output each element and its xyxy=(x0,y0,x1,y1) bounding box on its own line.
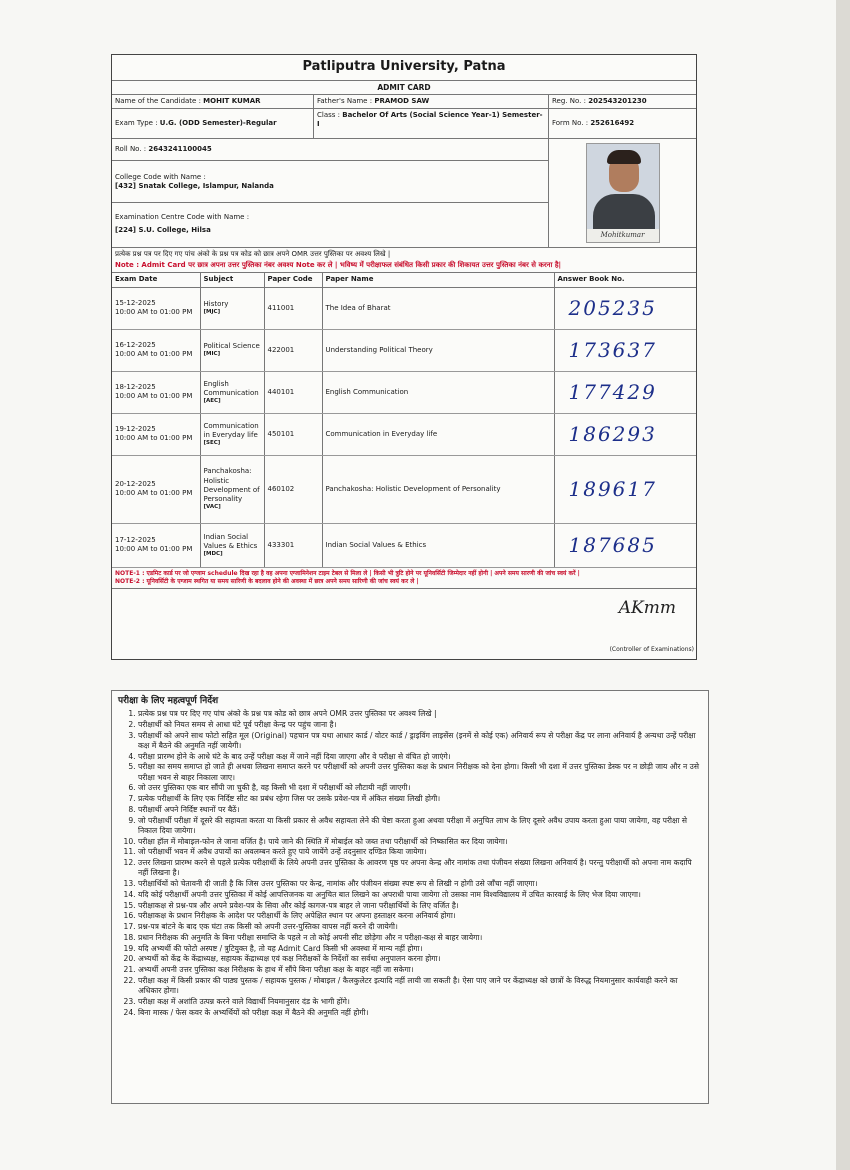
instruction-item: 7. प्रत्येक परीक्षार्थी के लिए एक निर्दिष्ट सीट का प्रबंध रहेगा जिस पर उसके प्रवेश-पत्र में अंकित संख्या लिखी होगी। xyxy=(138,794,703,804)
instruction-item: 16. परीक्षाकक्ष के प्रधान निरीक्षक के आदेश पर परीक्षार्थी के लिए अपेक्षित स्थान पर अपना हस्ताक्षर करना अनिवार्य होगा। xyxy=(138,911,703,921)
subject-cell xyxy=(200,287,264,329)
exam-instructions xyxy=(111,690,709,1104)
roll-no-label: Roll No. : xyxy=(115,144,147,153)
candidate-signature: Mohitkumar xyxy=(587,229,659,242)
centre-label: Examination Centre Code with Name : xyxy=(115,213,250,221)
subject: English Communication xyxy=(203,379,259,397)
paper-code: 460102 xyxy=(264,455,322,523)
exam-date-cell xyxy=(112,329,200,371)
candidate-name-label: Name of the Candidate : xyxy=(115,97,201,105)
answer-book-no: 205235 xyxy=(554,287,696,329)
roll-no: 2643241100045 xyxy=(148,144,212,153)
paper-code: 422001 xyxy=(264,329,322,371)
controller-sign-area xyxy=(112,589,696,659)
subject-tag: [MIC] xyxy=(203,351,221,358)
reg-no: 202543201230 xyxy=(588,97,647,105)
instruction-item: 11. जो परीक्षार्थी भवन में अवैध उपायों का अवलम्बन करते हुए पाये जायेंगे उन्हें तदनुसार दण्डित किया जायेगा। xyxy=(138,847,703,857)
exam-type-label: Exam Type : xyxy=(115,118,158,127)
paper-code: 411001 xyxy=(264,287,322,329)
exam-date: 15-12-2025 xyxy=(115,299,156,308)
subject-tag: [SEC] xyxy=(203,439,221,446)
table-row xyxy=(112,329,696,371)
page-edge xyxy=(836,0,850,1170)
subject-tag: [AEC] xyxy=(203,397,221,404)
omr-instruction-text: प्रत्येक प्रश्न पत्र पर दिए गए पांच अंको के प्रश्न पत्र कोड को छात्र अपने OMR उत्तर पुस्तिका पर अवश्य लिखे | xyxy=(115,250,391,258)
instruction-item: 2. परीक्षार्थी को नियत समय से आधा घंटे पूर्व परीक्षा केन्द्र पर पहुंच जाना है। xyxy=(138,720,703,730)
centre-cell xyxy=(112,203,548,245)
photo-hair xyxy=(607,150,641,164)
centre-value: [224] S.U. College, Hilsa xyxy=(115,226,211,235)
controller-label: (Controller of Examinations) xyxy=(609,645,694,653)
paper-code: 433301 xyxy=(264,523,322,567)
header-paper-name: Paper Name xyxy=(322,273,554,287)
exam-time: 10:00 AM to 01:00 PM xyxy=(115,489,193,498)
exam-date: 18-12-2025 xyxy=(115,383,156,392)
instruction-item: 21. अभ्यर्थी अपनी उत्तर पुस्तिका कक्ष निरीक्षक के हाथ में सौंपे बिना परीक्षा कक्ष के बाहर नहीं जा सकेगा। xyxy=(138,965,703,975)
exam-time: 10:00 AM to 01:00 PM xyxy=(115,308,193,317)
note-1: NOTE-1 : एडमिट कार्ड पर जो एग्जाम schedule दिख रहा है वह अपना एग्जामिनेशन टाइम टेबल से मिला ले | किसी भी त्रुटि होने पर यूनिवर्सिटी जिम्मेदार नहीं होगी | अपने समय सारणी की जांच स्वयं करें | xyxy=(115,569,580,577)
instructions-heading: परीक्षा के लिए महत्वपूर्ण निर्देश xyxy=(118,696,219,706)
exam-schedule-table xyxy=(112,273,696,568)
candidate-name-cell xyxy=(112,95,314,108)
header-exam-date: Exam Date xyxy=(112,273,200,287)
paper-name: Panchakosha: Holistic Development of Personality xyxy=(322,455,554,523)
schedule-header-row xyxy=(112,273,696,287)
candidate-info-left xyxy=(112,139,549,247)
exam-time: 10:00 AM to 01:00 PM xyxy=(115,392,193,401)
paper-name: Understanding Political Theory xyxy=(322,329,554,371)
header-answer-book: Answer Book No. xyxy=(554,273,696,287)
candidate-info-area xyxy=(112,139,696,248)
name-row xyxy=(112,95,696,109)
answer-book-no: 186293 xyxy=(554,413,696,455)
reg-no-label: Reg. No. : xyxy=(552,97,586,105)
exam-date-cell xyxy=(112,455,200,523)
father-name-cell xyxy=(314,95,549,108)
instruction-item: 5. परीक्षा का समय समाप्त हो जाते ही अथवा लिखना समाप्त करने पर परीक्षार्थी को अपनी उत्तर पुस्तिका कक्ष के प्रधान निरीक्षक को देना होगा। किसी भी दशा में उत्तर पुस्तिका डेस्क पर न छोड़ी जाय और न उसे परीक्षा भवन से बाहर निकाला जाए। xyxy=(138,762,703,783)
subject: Indian Social Values & Ethics xyxy=(203,532,258,550)
subject-cell xyxy=(200,455,264,523)
class-label: Class : xyxy=(317,111,340,119)
instruction-item: 18. प्रधान निरीक्षक की अनुमति के बिना परीक्षा समाप्ति के पहले न तो कोई अपनी सीट छोड़ेगा और न परीक्षा-कक्ष से बाहर जायेगा। xyxy=(138,933,703,943)
instruction-item: 15. परीक्षाकक्ष से प्रश्न-पत्र और अपने प्रवेश-पत्र के सिवा और कोई कागज-पत्र बाहर ले जाना परीक्षार्थियों के लिए वर्जित है। xyxy=(138,901,703,911)
subject-cell xyxy=(200,371,264,413)
exam-type-row xyxy=(112,109,696,139)
document-title: ADMIT CARD xyxy=(112,81,696,95)
photo-shirt xyxy=(593,194,655,232)
paper-name: Communication in Everyday life xyxy=(322,413,554,455)
form-no: 252616492 xyxy=(590,118,635,127)
paper-name: English Communication xyxy=(322,371,554,413)
exam-date: 19-12-2025 xyxy=(115,425,156,434)
instruction-item: 22. परीक्षा कक्ष में किसी प्रकार की पाठ्य पुस्तक / सहायक पुस्तक / मोबाइल / कैलकुलेटर इत्यादि नहीं लायी जा सकती है। ऐसा पाए जाने पर केंद्राध्यक्ष को छात्रों के विरुद्ध नियमानुसार कार्यवाही करने का अधिकार होगा। xyxy=(138,976,703,997)
controller-signature: AKmm xyxy=(618,598,676,619)
form-no-cell xyxy=(549,109,696,138)
instruction-item: 3. परीक्षार्थी को अपने साथ फोटो सहित मूल (Original) पहचान पत्र यथा आधार कार्ड / वोटर कार्ड / ड्राइविंग लाइसेंस (इनमें से कोई एक) अनिवार्य रूप से परीक्षा केंद्र पर लाना अनिवार्य है अन्यथा उन्हें परीक्षा कक्ष में बैठने की अनुमति नहीं जायेगी। xyxy=(138,731,703,752)
university-title: Patliputra University, Patna xyxy=(112,55,696,81)
exam-date: 20-12-2025 xyxy=(115,480,156,489)
table-row xyxy=(112,287,696,329)
schedule-notes xyxy=(112,568,696,590)
admit-card xyxy=(111,54,697,660)
paper-name: Indian Social Values & Ethics xyxy=(322,523,554,567)
subject: Political Science xyxy=(203,342,260,351)
header-subject: Subject xyxy=(200,273,264,287)
subject-tag: [VAC] xyxy=(203,503,221,510)
paper-name: The Idea of Bharat xyxy=(322,287,554,329)
subject-cell xyxy=(200,523,264,567)
exam-date: 17-12-2025 xyxy=(115,536,156,545)
table-row xyxy=(112,523,696,567)
instruction-item: 8. परीक्षार्थी अपने निर्दिष्ट स्थानों पर बैठें। xyxy=(138,805,703,815)
subject-cell xyxy=(200,329,264,371)
exam-time: 10:00 AM to 01:00 PM xyxy=(115,434,193,443)
instructions-list xyxy=(118,709,703,1018)
answer-book-no: 173637 xyxy=(554,329,696,371)
instruction-item: 13. परीक्षार्थियों को चेतावनी दी जाती है कि जिस उत्तर पुस्तिका पर केन्द्र, नामांक और पंजीयन संख्या स्पष्ट रूप से लिखी न होगी उसे जाँचा नहीं जाएगा। xyxy=(138,879,703,889)
instruction-item: 6. जो उत्तर पुस्तिका एक बार सौंपी जा चुकी है, वह किसी भी दशा में परीक्षार्थी को लौटायी नहीं जाएगी। xyxy=(138,783,703,793)
exam-type: U.G. (ODD Semester)-Regular xyxy=(159,118,277,127)
subject: Panchakosha: Holistic Development of Personality xyxy=(203,467,260,503)
instruction-item: 24. बिना मास्क / फेस कवर के अभ्यर्थियों को परीक्षा कक्ष में बैठने की अनुमति नहीं होगी। xyxy=(138,1008,703,1018)
exam-time: 10:00 AM to 01:00 PM xyxy=(115,545,193,554)
answer-book-no: 189617 xyxy=(554,455,696,523)
answer-book-no: 187685 xyxy=(554,523,696,567)
instruction-item: 19. यदि अभ्यर्थी की फोटो अस्पष्ट / त्रुटियुक्त है, तो यह Admit Card किसी भी अवस्था में मान्य नहीं होगा। xyxy=(138,944,703,954)
paper-code: 450101 xyxy=(264,413,322,455)
paper-code: 440101 xyxy=(264,371,322,413)
exam-type-cell xyxy=(112,109,314,138)
class-cell xyxy=(314,109,549,138)
instruction-item: 23. परीक्षा कक्ष में अशांति उत्पन्न करने वाले विद्यार्थी नियमानुसार दंड के भागी होंगे। xyxy=(138,997,703,1007)
exam-date-cell xyxy=(112,413,200,455)
header-paper-code: Paper Code xyxy=(264,273,322,287)
candidate-photo xyxy=(586,143,660,243)
exam-date-cell xyxy=(112,523,200,567)
college-cell xyxy=(112,161,548,203)
table-row xyxy=(112,413,696,455)
college-label: College Code with Name : xyxy=(115,173,206,181)
answer-book-no: 177429 xyxy=(554,371,696,413)
photo-cell xyxy=(549,139,696,247)
instruction-item: 20. अभ्यर्थी को केंद्र के केंद्राध्यक्ष, सहायक केंद्राध्यक्ष एवं कक्ष निरीक्षकों के निर्देशों का सर्वथा अनुपालन करना होगा। xyxy=(138,954,703,964)
instruction-item: 17. प्रश्न-पत्र बांटने के बाद एक घंटा तक किसी को अपनी उत्तर-पुस्तिका वापस नहीं करने दी जायेगी। xyxy=(138,922,703,932)
reg-no-cell xyxy=(549,95,696,108)
subject: History xyxy=(203,300,229,309)
roll-no-cell xyxy=(112,139,548,161)
instruction-item: 10. परीक्षा हॉल में मोबाइल-फोन ले जाना वर्जित है। पाये जाने की स्थिति में मोबाईल को जब्त तथा परीक्षार्थी को निष्कासित कर दिया जायेगा। xyxy=(138,837,703,847)
instruction-item: 12. उत्तर लिखना प्रारम्भ करने से पहले प्रत्येक परीक्षार्थी के लिये अपनी उत्तर पुस्तिका के आवरण पृष्ठ पर अपना केन्द्र और नामांक तथा पंजीयन संख्या लिखना अनिवार्य है। परन्तु परीक्षार्थी को अपना नाम कदापि नहीं लिखना है। xyxy=(138,858,703,879)
exam-time: 10:00 AM to 01:00 PM xyxy=(115,350,193,359)
subject-tag: [MDC] xyxy=(203,550,223,557)
note-2: NOTE-2 : यूनिवर्सिटी के एग्जाम स्थगित या समय सारिणी के बदलाव होने की अवस्था में छात्र अपने समय सारिणी की जांच स्वयं कर ले | xyxy=(115,578,419,586)
omr-instruction xyxy=(112,248,696,273)
father-name: PRAMOD SAW xyxy=(374,97,430,105)
instruction-item: 4. परीक्षा प्रारम्भ होने के आधे घंटे के बाद उन्हें परीक्षा कक्ष में जाने नहीं दिया जाएगा और वे परीक्षा से वंचित हो जाएंगे। xyxy=(138,752,703,762)
subject-tag: [MJC] xyxy=(203,309,221,316)
instruction-item: 9. जो परीक्षार्थी परीक्षा में दूसरे की सहायता करता या किसी प्रकार से अवैध सहायता लेने की चेष्टा करता हुआ अथवा परीक्षा में अनुचित लाभ के लिए दूसरे अवैध उपाय करता हुआ पाया जायेगा, वह परीक्षा से निकाल दिया जायेगा। xyxy=(138,816,703,837)
form-no-label: Form No. : xyxy=(552,118,589,127)
exam-date-cell xyxy=(112,371,200,413)
subject-cell xyxy=(200,413,264,455)
instruction-item: 14. यदि कोई परीक्षार्थी अपनी उत्तर पुस्तिका में कोई आपत्तिजनक या अनुचित बात लिखने का अपराधी पाया जायेगा तो उसका नाम विश्वविद्यालय में उचित कारवाई के लिए भेज दिया जाएगा। xyxy=(138,890,703,900)
exam-date-cell xyxy=(112,287,200,329)
college-value: [432] Snatak College, Islampur, Nalanda xyxy=(115,182,274,191)
class-value: Bachelor Of Arts (Social Science Year-1) Semester-I xyxy=(317,111,543,129)
exam-date: 16-12-2025 xyxy=(115,341,156,350)
father-name-label: Father's Name : xyxy=(317,97,373,105)
candidate-name: MOHIT KUMAR xyxy=(203,97,261,105)
table-row xyxy=(112,455,696,523)
instruction-item: 1. प्रत्येक प्रश्न पत्र पर दिए गए पांच अंको के प्रश्न पत्र कोड को छात्र अपने OMR उत्तर पुस्तिका पर अवश्य लिखे | xyxy=(138,709,703,719)
table-row xyxy=(112,371,696,413)
subject: Communication in Everyday life xyxy=(203,421,259,439)
answer-book-note: Note : Admit Card पर छात्र अपना उत्तर पुस्तिका नंबर अवश्य Note कर ले | भविष्य में परीक्षाफल संबंधित किसी प्रकार की शिकायत उत्तर पुस्तिका नंबर से करना है| xyxy=(115,261,562,270)
